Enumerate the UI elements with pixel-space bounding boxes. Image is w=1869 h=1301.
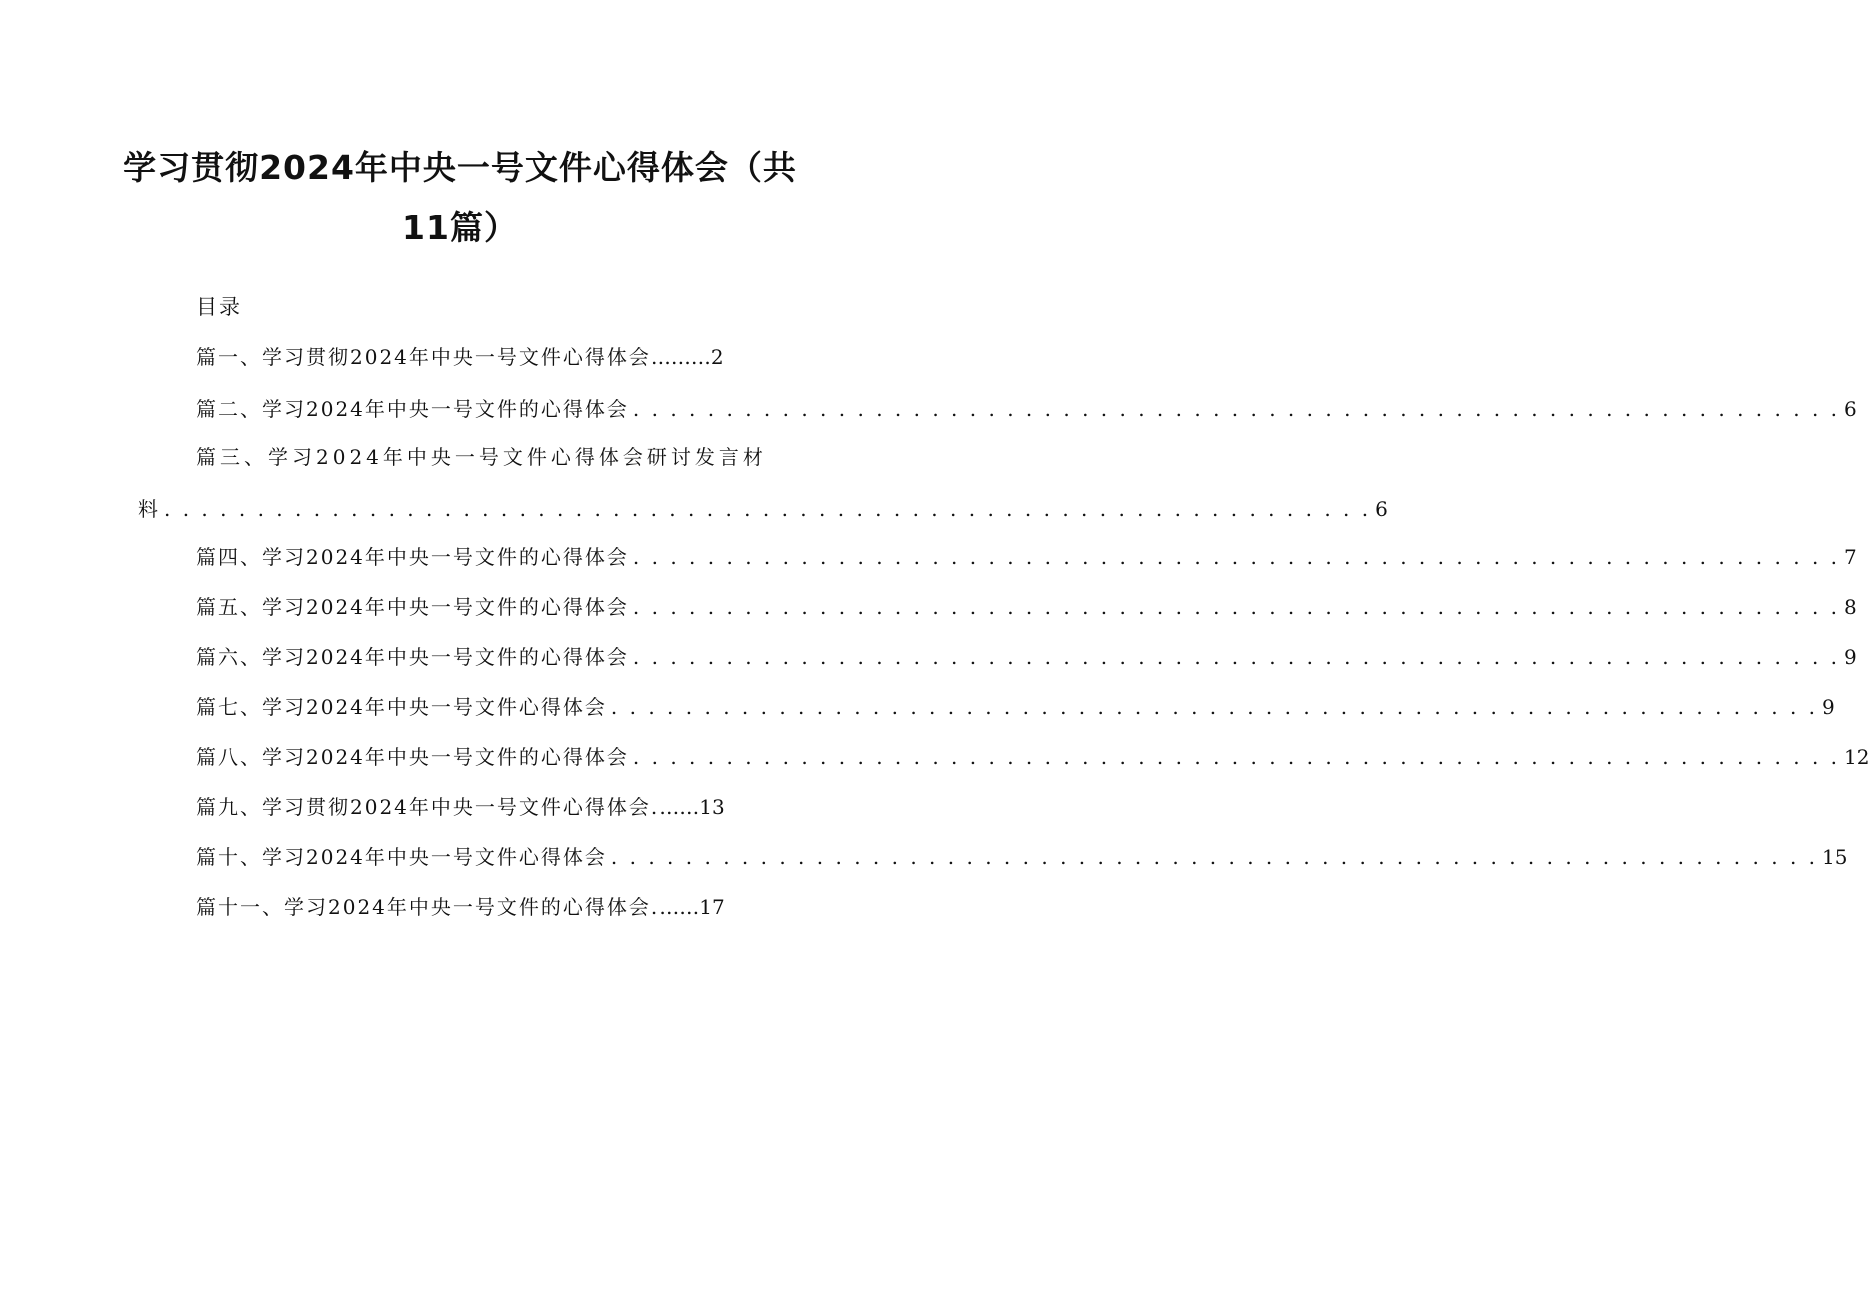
toc-leader: . . . . . . . . . . . . . . . . . . . . . . . . . . . . . . . . . . . . . . . . . . . . . . . . . . . . . . . . . . . . . . . . .: [632, 545, 1841, 569]
document-title-line-1: 学习贯彻2024年中央一号文件心得体会（共: [123, 148, 797, 187]
toc-page-number: 8: [1844, 595, 1857, 619]
toc-page-number: 7: [1844, 545, 1857, 569]
toc-entry-4[interactable]: [196, 542, 1857, 572]
toc-leader: . . . . . . . . . . . . . . . . . . . . . . . . . . . . . . . . . . . . . . . . . . . . . . . . . . . . . . . . . . . . . . . . .: [632, 745, 1841, 769]
toc-entry-1[interactable]: [196, 342, 756, 372]
toc-leader: . . . . . . . . . . . . . . . . . . . . . . . . . . . . . . . . . . . . . . . . . . . . . . . . . . . . . . . . . . . . . . . . .: [610, 695, 1819, 719]
toc-entry-title: 篇二、学习2024年中央一号文件的心得体会: [196, 397, 629, 421]
toc-entry-10[interactable]: [196, 842, 1848, 872]
toc-entry-title: 篇五、学习2024年中央一号文件的心得体会: [196, 595, 629, 619]
toc-page-number: 17: [699, 895, 725, 919]
toc-entry-title: 篇四、学习2024年中央一号文件的心得体会: [196, 545, 629, 569]
toc-entry-title: 篇九、学习贯彻2024年中央一号文件心得体会.: [196, 795, 660, 819]
toc-page-number: 9: [1844, 645, 1857, 669]
toc-leader: . . . . . . . . . . . . . . . . . . . . . . . . . . . . . . . . . . . . . . . . . . . . . . . . . . . . . . . . . . . . . . . . .: [610, 845, 1819, 869]
toc-entry-title-line-1: 篇三、学习2024年中央一号文件心得体会研讨发言材: [196, 445, 767, 469]
toc-entry-title: 篇八、学习2024年中央一号文件的心得体会: [196, 745, 629, 769]
toc-page-number: 9: [1822, 695, 1835, 719]
toc-entry-6[interactable]: [196, 642, 1857, 672]
toc-entry-8[interactable]: [196, 742, 1869, 772]
toc-heading: 目录: [196, 295, 242, 319]
toc-page-number: 13: [699, 795, 725, 819]
toc-entry-5[interactable]: [196, 592, 1857, 622]
toc-entry-11[interactable]: [196, 892, 756, 922]
toc-entry-title: 篇一、学习贯彻2024年中央一号文件心得体会: [196, 345, 651, 369]
toc-page-number: 6: [1844, 397, 1857, 421]
toc-entry-title-line-2: 料: [138, 497, 160, 521]
toc-page-number: 12: [1844, 745, 1869, 769]
toc-leader: ………: [650, 345, 711, 369]
toc-page-number: 15: [1822, 845, 1848, 869]
document-title-line-2: 11篇）: [402, 208, 518, 247]
toc-leader: ……: [659, 895, 700, 919]
toc-leader: . . . . . . . . . . . . . . . . . . . . . . . . . . . . . . . . . . . . . . . . . . . . . . . . . . . . . . . . . . . . . . . . .: [632, 397, 1841, 421]
toc-leader: . . . . . . . . . . . . . . . . . . . . . . . . . . . . . . . . . . . . . . . . . . . . . . . . . . . . . . . . . . . . . . . . .: [632, 645, 1841, 669]
toc-entry-title: 篇十、学习2024年中央一号文件心得体会: [196, 845, 607, 869]
toc-entry-7[interactable]: [196, 692, 1835, 722]
toc-entry-title-line-2-row: [138, 494, 1388, 524]
toc-entry-title: 篇七、学习2024年中央一号文件心得体会: [196, 695, 607, 719]
toc-leader: . . . . . . . . . . . . . . . . . . . . . . . . . . . . . . . . . . . . . . . . . . . . . . . . . . . . . . . . . . . . . . . . .: [632, 595, 1841, 619]
toc-entry-title: 篇十一、学习2024年中央一号文件的心得体会.: [196, 895, 660, 919]
toc-entry-2[interactable]: [196, 394, 1857, 424]
toc-entry-9[interactable]: [196, 792, 756, 822]
toc-page-number: 6: [1375, 497, 1388, 521]
toc-entry-title: 篇六、学习2024年中央一号文件的心得体会: [196, 645, 629, 669]
toc-page-number: 2: [710, 345, 724, 369]
toc-leader: ……: [659, 795, 700, 819]
toc-leader: . . . . . . . . . . . . . . . . . . . . . . . . . . . . . . . . . . . . . . . . . . . . . . . . . . . . . . . . . . . . . . . . .: [164, 497, 1372, 521]
